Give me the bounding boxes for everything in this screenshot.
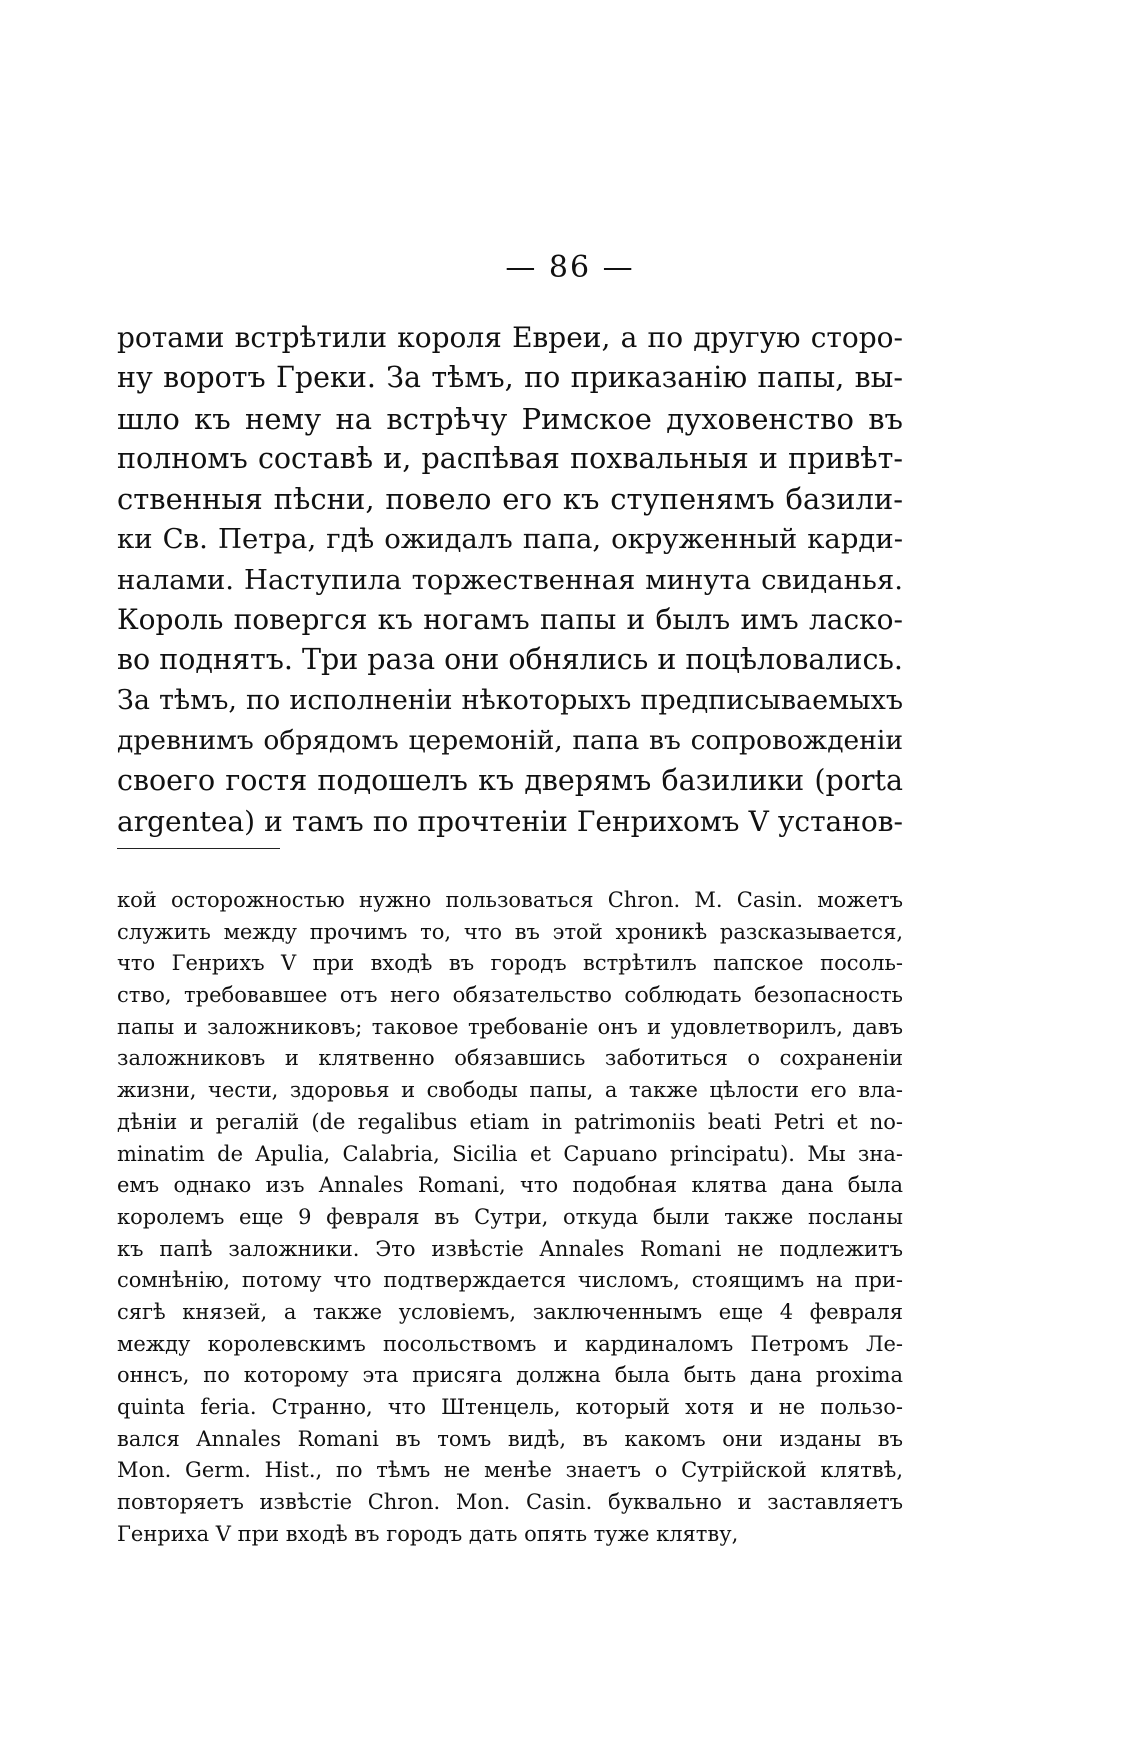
- main-text-line: ну воротъ Греки. За тѣмъ, по приказанію папы, вы-: [117, 361, 903, 395]
- footnote-line: королемъ еще 9 февраля въ Сутри, откуда были также посланы: [117, 1204, 903, 1229]
- footnote-line: сягѣ князей, а также условіемъ, заключеннымъ еще 4 февраля: [117, 1299, 903, 1324]
- footnote-line: емъ однако изъ Annales Romani, что подобная клятва дана была: [117, 1173, 903, 1198]
- main-text-line: древнимъ обрядомъ церемоній, папа въ сопровожденіи: [117, 724, 903, 756]
- main-text-block: [117, 318, 903, 842]
- footnote-line: между королевскимъ посольствомъ и кардиналомъ Петромъ Ле-: [117, 1331, 903, 1356]
- footnote-line: что Генрихъ V при входѣ въ городъ встрѣтилъ папское посоль-: [117, 951, 903, 976]
- footnote-separator-rule: [117, 848, 280, 849]
- footnote-line: служить между прочимъ то, что въ этой хроникѣ разсказывается,: [117, 919, 903, 944]
- main-text-line: argentea) и тамъ по прочтеніи Генрихомъ V установ-: [117, 804, 903, 838]
- footnote-line: заложниковъ и клятвенно обязавшись заботиться о сохраненіи: [117, 1046, 903, 1071]
- main-text-line: своего гостя подошелъ къ дверямъ базилики (porta: [117, 764, 903, 798]
- main-text-line: ки Св. Петра, гдѣ ожидалъ папа, окруженный карди-: [117, 523, 903, 556]
- main-text-line: Король повергся къ ногамъ папы и былъ имъ ласко-: [117, 603, 903, 637]
- main-text-line: ротами встрѣтили короля Евреи, а по другую сторо-: [117, 321, 903, 354]
- footnote-line: Генриха V при входѣ въ городъ дать опять туже клятву,: [117, 1521, 739, 1546]
- page-number: — 86 —: [505, 250, 635, 285]
- main-text-line: полномъ составѣ и, распѣвая похвальныя и привѣт-: [117, 441, 903, 475]
- footnote-line: quinta feria. Странно, что Штенцель, который хотя и не пользо-: [117, 1395, 903, 1419]
- main-text-line: шло къ нему на встрѣчу Римское духовенство въ: [117, 401, 903, 436]
- footnote-line: оннсъ, по которому эта присяга должна была быть дана proxima: [117, 1363, 903, 1388]
- footnote-block: [117, 885, 903, 1550]
- footnote-line: сомнѣнію, потому что подтверждается числомъ, стоящимъ на при-: [117, 1268, 903, 1293]
- footnote-line: дѣніи и регалій (de regalibus etiam in patrimoniis beati Petri et no-: [117, 1109, 903, 1134]
- main-text-line: налами. Наступила торжественная минута свиданья.: [117, 563, 903, 596]
- footnote-line: minatim de Apulia, Calabria, Sicilia et Capuano principatu). Мы зна-: [117, 1141, 903, 1166]
- footnote-line: вался Annales Romani въ томъ видѣ, въ какомъ они изданы въ: [117, 1426, 903, 1451]
- footnote-line: повторяетъ извѣстіе Chron. Mon. Casin. буквально и заставляетъ: [117, 1490, 903, 1515]
- footnote-line: кой осторожностью нужно пользоваться Chron. M. Casin. можетъ: [117, 888, 903, 912]
- footnote-line: Mon. Germ. Hist., по тѣмъ не менѣе знаетъ о Сутрійской клятвѣ,: [117, 1458, 903, 1483]
- footnote-line: къ папѣ заложники. Это извѣстіе Annales Romani не подлежитъ: [117, 1236, 903, 1261]
- main-text-line: ственныя пѣсни, повело его къ ступенямъ базили-: [117, 482, 903, 517]
- main-text-line: во поднятъ. Три раза они обнялись и поцѣловались.: [117, 643, 903, 677]
- footnote-line: папы и заложниковъ; таковое требованіе онъ и удовлетворилъ, давъ: [117, 1014, 903, 1039]
- footnote-line: ство, требовавшее отъ него обязательство соблюдать безопасность: [117, 983, 903, 1008]
- footnote-line: жизни, чести, здоровья и свободы папы, а также цѣлости его вла-: [117, 1078, 903, 1103]
- main-text-line: За тѣмъ, по исполненіи нѣкоторыхъ предписываемыхъ: [117, 684, 903, 716]
